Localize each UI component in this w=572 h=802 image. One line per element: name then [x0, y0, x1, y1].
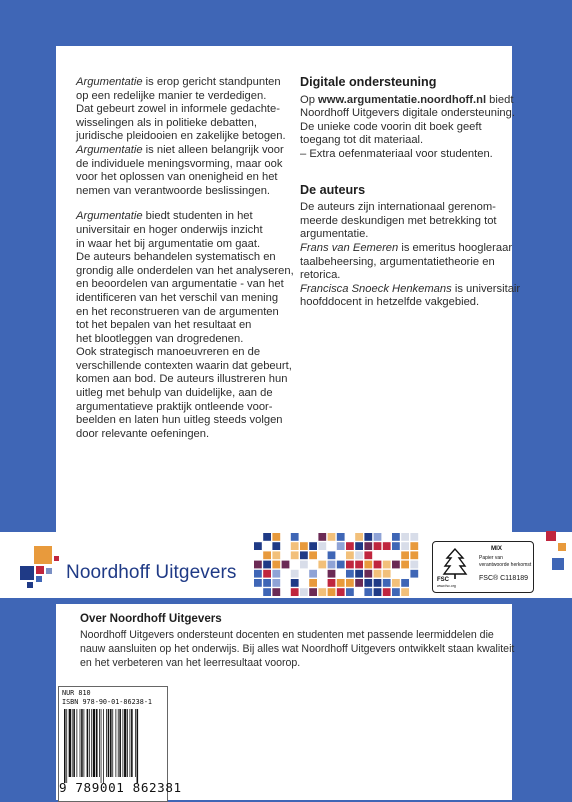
barcode-digits: 9 789001 862381 — [59, 780, 182, 795]
author-name: Frans van Eemeren — [300, 241, 399, 254]
blurb-paragraph-2 — [76, 210, 294, 441]
barcode-bar — [64, 709, 66, 783]
mosaic-tile — [291, 533, 299, 541]
blurb-line: identificeren van het verschil van mening — [76, 291, 279, 304]
author-name: Francisca Snoeck Henkemans — [300, 282, 452, 295]
mosaic-tile — [337, 588, 345, 596]
isbn-code: ISBN 978-90-01-86238-1 — [62, 698, 153, 706]
mosaic-tile — [401, 533, 409, 541]
blurb-line: Ook strategisch manoeuvreren en de — [76, 346, 261, 359]
barcode-bar — [130, 709, 131, 777]
mosaic-tile — [383, 570, 391, 578]
info-column — [300, 75, 521, 322]
mosaic-tile — [300, 588, 308, 596]
authors-line: retorica. — [300, 269, 341, 282]
blurb-line: tot het bepalen van het resultaat en — [76, 319, 252, 332]
mosaic-tile — [401, 542, 409, 550]
barcode-bar — [93, 709, 95, 777]
about-line: Noordhoff Uitgevers ondersteunt docenten en studenten met passende leermiddelen die — [80, 629, 494, 641]
mosaic-tile — [346, 542, 354, 550]
mosaic-tile — [328, 588, 336, 596]
blurb-line: universitair en hoger onderwijs inzicht — [76, 223, 263, 236]
accent-square — [558, 543, 566, 551]
fsc-text: verantwoorde herkomst — [479, 562, 532, 568]
mosaic-tile — [364, 533, 372, 541]
mosaic-tile — [364, 579, 372, 587]
mosaic-tile — [318, 551, 326, 559]
mosaic-tile — [263, 588, 271, 596]
authors-line: taalbeheersing, argumentatietheorie en — [300, 255, 495, 268]
mosaic-tile — [383, 533, 391, 541]
blurb-line: Argumentatie biedt studenten in het — [76, 210, 253, 223]
mosaic-tile — [346, 579, 354, 587]
authors-line: argumentatie. — [300, 228, 369, 241]
mosaic-tile — [355, 579, 363, 587]
digital-line: toegang tot dit materiaal. — [300, 134, 424, 147]
mosaic-tile — [254, 570, 262, 578]
mosaic-tile — [272, 570, 280, 578]
mosaic-tile — [410, 551, 418, 559]
blurb-line: juridische pleidooien en zakelijke betogen. — [76, 130, 286, 143]
mosaic-tile — [392, 570, 400, 578]
mosaic-tile — [337, 533, 345, 541]
mosaic-tile — [309, 542, 317, 550]
mosaic-tile — [355, 551, 363, 559]
blurb-line: Dat gebeurt zowel in informele gedachte- — [76, 103, 280, 116]
isbn-label — [62, 689, 152, 707]
mosaic-tile — [364, 542, 372, 550]
mosaic-tile — [263, 551, 271, 559]
barcode-bar — [69, 709, 71, 777]
blurb-line: in waar het bij argumentatie om gaat. — [76, 237, 261, 250]
barcode-bar — [135, 709, 136, 777]
fsc-url: www.fsc.org — [437, 584, 456, 588]
mosaic-tile — [291, 551, 299, 559]
mosaic-tile — [318, 533, 326, 541]
barcode-bar — [73, 709, 75, 777]
mosaic-tile — [309, 579, 317, 587]
mosaic-tile — [364, 551, 372, 559]
mosaic-tile — [328, 533, 336, 541]
fsc-code: FSC® C118189 — [479, 575, 528, 582]
mosaic-tile — [337, 542, 345, 550]
about-line: en het verbeteren van het leerresultaat voorop. — [80, 656, 301, 669]
blurb-line: door relevante oefeningen. — [76, 427, 210, 440]
mosaic-tile — [392, 579, 400, 587]
mosaic-tile — [300, 542, 308, 550]
mosaic-tile — [254, 579, 262, 587]
mosaic-tile — [282, 561, 290, 569]
mosaic-tile — [263, 579, 271, 587]
mosaic-tile — [383, 588, 391, 596]
mosaic-tile — [374, 570, 382, 578]
blurb-line: argumentatieve praktijk ontleende voor- — [76, 400, 273, 413]
mosaic-tile — [374, 579, 382, 587]
digital-line: De unieke code voorin dit boek geeft — [300, 120, 482, 133]
mosaic-tile — [318, 579, 326, 587]
mosaic-tile — [328, 542, 336, 550]
barcode-bar — [124, 709, 126, 777]
barcode-bar — [119, 709, 121, 777]
barcode-bar — [106, 709, 107, 777]
barcode-bar — [118, 709, 119, 777]
mosaic-tile — [410, 542, 418, 550]
authors-heading: De auteurs — [300, 182, 366, 197]
mosaic-tile — [254, 542, 262, 550]
mosaic-tile — [401, 561, 409, 569]
barcode-bar — [112, 709, 113, 777]
mosaic-tile — [272, 542, 280, 550]
publisher-logo-icon — [18, 546, 62, 590]
fsc-label-box — [432, 541, 534, 593]
authors-line: De auteurs zijn internationaal gerenom- — [300, 201, 496, 214]
blurb-line: Argumentatie is erop gericht standpunten — [76, 76, 281, 88]
blurb-line: komen aan bod. De auteurs illustreren hun — [76, 373, 288, 386]
blurb-line: de individuele meningsvorming, maar ook — [76, 157, 283, 170]
accent-square — [546, 531, 556, 541]
barcode-bar — [115, 709, 116, 777]
mosaic-tile — [318, 561, 326, 569]
mosaic-tile — [337, 579, 345, 587]
mosaic-tile — [272, 561, 280, 569]
barcode-bar — [76, 709, 77, 777]
mosaic-tile — [318, 588, 326, 596]
fsc-text: Papier van — [479, 555, 503, 561]
mosaic-tile — [346, 533, 354, 541]
fsc-mix-text: MIX — [491, 545, 503, 552]
mosaic-tile — [272, 579, 280, 587]
blurb-line: en beoordelen van argumentatie - van het — [76, 278, 284, 291]
mosaic-tile — [309, 570, 317, 578]
mosaic-tile — [272, 588, 280, 596]
mosaic-tile — [291, 542, 299, 550]
authors-line: Frans van Eemeren is emeritus hoogleraar — [300, 241, 513, 254]
mosaic-tile — [300, 579, 308, 587]
barcode-bar — [80, 709, 81, 777]
barcode-bar — [103, 709, 104, 783]
barcode-bar — [87, 709, 89, 777]
mosaic-tile — [383, 579, 391, 587]
digital-line: Op www.argumentatie.noordhoff.nl biedt — [300, 93, 514, 106]
mosaic-tile — [337, 561, 345, 569]
mosaic-tile — [263, 570, 271, 578]
mosaic-tile — [328, 579, 336, 587]
mosaic-tile — [263, 533, 271, 541]
mosaic-tile — [328, 551, 336, 559]
mosaic-tile — [272, 551, 280, 559]
mosaic-tile — [346, 570, 354, 578]
blurb-line: wisselingen als in politieke debatten, — [76, 116, 257, 129]
mosaic-tile — [374, 542, 382, 550]
blurb-column — [76, 76, 294, 453]
barcode-icon — [62, 709, 162, 785]
mosaic-tile — [401, 551, 409, 559]
barcode-bar — [131, 709, 133, 777]
barcode-bar — [127, 709, 128, 777]
blurb-line: voor het oplossen van onenigheid en het — [76, 171, 278, 184]
mosaic-tile — [328, 570, 336, 578]
barcode-bar — [89, 709, 90, 777]
mosaic-tile — [374, 533, 382, 541]
about-text — [80, 629, 514, 670]
blurb-line: Argumentatie is niet alleen belangrijk voor — [76, 143, 284, 156]
barcode-bar — [108, 709, 110, 777]
mosaic-tile — [364, 570, 372, 578]
barcode-bar — [81, 709, 83, 777]
blurb-line: grondig alle onderdelen van het analyseren, — [76, 264, 294, 277]
mosaic-tile — [355, 570, 363, 578]
mosaic-tile — [263, 561, 271, 569]
barcode-bar — [137, 709, 139, 783]
mosaic-tile — [401, 588, 409, 596]
website-link[interactable]: www.argumentatie.noordhoff.nl — [318, 93, 487, 106]
mosaic-tile — [374, 588, 382, 596]
mosaic-tile — [383, 542, 391, 550]
mosaic-tile — [355, 561, 363, 569]
mosaic-tile — [392, 561, 400, 569]
mosaic-tile — [309, 533, 317, 541]
mosaic-tile — [392, 533, 400, 541]
blurb-line: nemen van verantwoorde beslissingen. — [76, 184, 271, 197]
mosaic-tile — [410, 561, 418, 569]
mosaic-tile — [364, 588, 372, 596]
mosaic-tile — [282, 570, 290, 578]
barcode-bar — [84, 709, 85, 777]
mosaic-tile — [410, 579, 418, 587]
mosaic-tile — [346, 561, 354, 569]
mosaic-tile — [355, 533, 363, 541]
mosaic-tile — [346, 551, 354, 559]
accent-square — [552, 558, 564, 570]
authors-line: hoofddocent in hetzelfde vakgebied. — [300, 296, 480, 309]
mosaic-tile — [355, 542, 363, 550]
mosaic-tile — [337, 570, 345, 578]
publisher-name: Noordhoff Uitgevers — [66, 562, 237, 583]
mosaic-tile — [346, 588, 354, 596]
about-title: Over Noordhoff Uitgevers — [80, 612, 222, 625]
color-mosaic-pattern — [254, 532, 420, 598]
blurb-line: De auteurs behandelen systematisch en — [76, 251, 276, 264]
mosaic-tile — [392, 542, 400, 550]
blurb-line: verschillende contexten waarin dat gebeurt, — [76, 359, 292, 372]
mosaic-tile — [318, 570, 326, 578]
barcode-bar — [72, 709, 73, 777]
mosaic-tile — [383, 561, 391, 569]
mosaic-tile — [374, 561, 382, 569]
barcode-bar — [110, 709, 112, 777]
barcode-bar — [91, 709, 92, 777]
fsc-logo-text: FSC — [437, 577, 449, 583]
blurb-line: beelden en laten hun uitleg steeds volgen — [76, 414, 283, 427]
mosaic-tile — [392, 588, 400, 596]
digital-support-text — [300, 93, 515, 162]
blurb-line: uitleg met behulp van duidelijke, aan de — [76, 387, 273, 400]
mosaic-tile — [355, 588, 363, 596]
mosaic-tile — [401, 570, 409, 578]
blurb-paragraph-1 — [76, 76, 286, 198]
mosaic-tile — [309, 588, 317, 596]
mosaic-tile — [291, 588, 299, 596]
barcode-bar — [123, 709, 124, 777]
authors-text — [300, 201, 521, 310]
mosaic-tile — [291, 570, 299, 578]
mosaic-tile — [410, 570, 418, 578]
mosaic-tile — [300, 551, 308, 559]
blurb-line: en het reconstrueren van de argumenten — [76, 305, 279, 318]
mosaic-tile — [291, 579, 299, 587]
about-line: nauw aansluiten op het onderwijs. Bij alles wat Noordhoff Uitgevers ontwikkelt staan kwaliteit — [80, 642, 515, 655]
authors-line: Francisca Snoeck Henkemans is universitair — [300, 282, 521, 295]
mosaic-tile — [328, 561, 336, 569]
blurb-line: op een redelijke manier te verdedigen. — [76, 89, 267, 102]
barcode-bar — [101, 709, 102, 783]
barcode-bar — [96, 709, 98, 777]
digital-line: – Extra oefenmateriaal voor studenten. — [300, 147, 493, 160]
mosaic-tile — [300, 561, 308, 569]
barcode-bar — [66, 709, 67, 783]
nur-code: NUR 810 — [62, 689, 91, 697]
mosaic-tile — [309, 551, 317, 559]
mosaic-tile — [272, 533, 280, 541]
authors-line: meerde deskundigen met betrekking tot — [300, 214, 497, 227]
barcode-bar — [99, 709, 100, 777]
digital-line: Noordhoff Uitgevers digitale ondersteuning. — [300, 107, 515, 120]
mosaic-tile — [410, 533, 418, 541]
mosaic-tile — [318, 542, 326, 550]
digital-support-heading: Digitale ondersteuning — [300, 75, 437, 89]
mosaic-tile — [254, 561, 262, 569]
mosaic-tile — [401, 579, 409, 587]
blurb-line: het blootleggen van drogredenen. — [76, 332, 244, 345]
mosaic-tile — [364, 561, 372, 569]
